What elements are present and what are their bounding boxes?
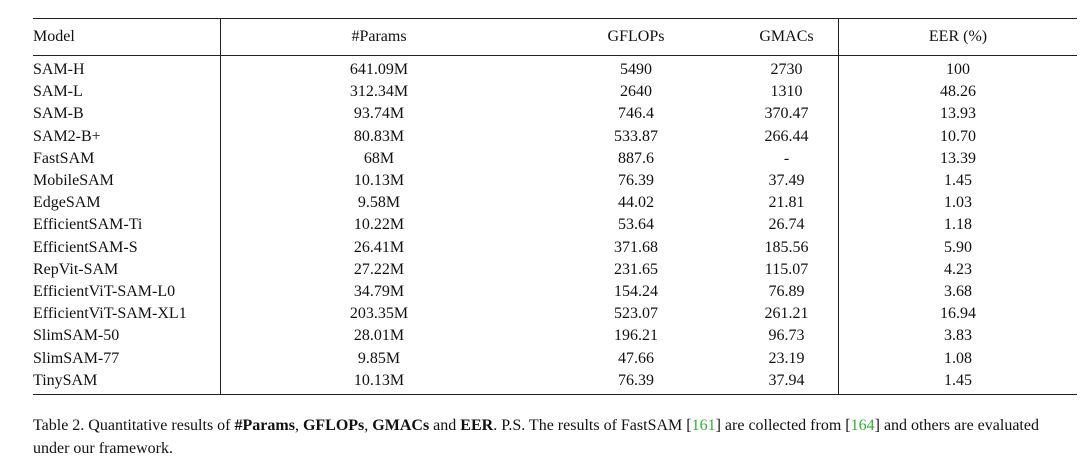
- cell-params: 10.22M: [353, 216, 405, 234]
- cell-gmacs: 76.89: [735, 281, 839, 303]
- cell-eer: 1.08: [944, 349, 972, 367]
- table-body: [33, 56, 1077, 395]
- cell-model: MobileSAM: [33, 170, 221, 192]
- caption-suffix: ] and others are evaluated under our framework.: [33, 417, 1039, 457]
- cell-eer: 13.93: [940, 105, 976, 123]
- cell-params: 28.01M: [353, 327, 405, 345]
- header-model: Model: [33, 19, 221, 56]
- cell-params: 10.13M: [353, 371, 405, 389]
- table-row: [33, 214, 1077, 236]
- cell-params: 9.85M: [357, 349, 401, 367]
- cell-eer: 3.68: [944, 283, 972, 301]
- cell-gflops: 523.07: [614, 305, 658, 323]
- cell-model: SlimSAM-77: [33, 348, 221, 370]
- cell-gmacs: 21.81: [735, 192, 839, 214]
- table-row: [33, 281, 1077, 303]
- cell-eer: 100: [946, 61, 970, 78]
- caption-term-eer: EER: [460, 417, 494, 434]
- table-row: [33, 148, 1077, 170]
- cell-eer: 1.45: [944, 172, 972, 190]
- cell-gflops: 53.64: [618, 216, 654, 234]
- caption-sep: ,: [294, 417, 303, 434]
- cell-eer: 1.18: [944, 216, 972, 234]
- cell-eer: 1.45: [944, 371, 972, 389]
- cell-gmacs: 115.07: [735, 259, 839, 281]
- cell-gmacs: 266.44: [735, 126, 839, 148]
- cell-gflops: 47.66: [618, 349, 654, 367]
- cell-gflops: 2640: [620, 83, 652, 101]
- table-row: [33, 259, 1077, 281]
- cell-eer: 4.23: [944, 260, 972, 278]
- header-gflops: GFLOPs: [607, 28, 665, 45]
- cell-gflops: 746.4: [618, 105, 654, 123]
- cell-gflops: 44.02: [618, 194, 654, 212]
- cell-model: SAM2-B+: [33, 126, 221, 148]
- citation-link-164[interactable]: 164: [850, 417, 875, 434]
- header-params: #Params: [351, 28, 407, 45]
- table-row: [33, 370, 1077, 395]
- cell-gmacs: -: [735, 148, 839, 170]
- cell-model: FastSAM: [33, 148, 221, 170]
- cell-gmacs: 37.94: [735, 370, 839, 395]
- cell-params: 26.41M: [353, 238, 405, 256]
- cell-gflops: 887.6: [618, 149, 654, 167]
- cell-gflops: 76.39: [618, 172, 654, 190]
- cell-gflops: 231.65: [614, 260, 658, 278]
- cell-gflops: 76.39: [618, 371, 654, 389]
- results-table: [33, 18, 1077, 395]
- table-row: [33, 103, 1077, 125]
- caption-sep: ,: [364, 417, 373, 434]
- caption-mid2: ] are collected from [: [715, 417, 851, 434]
- table-row: [33, 126, 1077, 148]
- cell-model: RepVit-SAM: [33, 259, 221, 281]
- cell-model: EdgeSAM: [33, 192, 221, 214]
- cell-gmacs: 26.74: [735, 214, 839, 236]
- caption-prefix: Table 2. Quantitative results of: [33, 417, 235, 434]
- header-eer: EER (%): [928, 28, 988, 45]
- cell-model: EfficientViT-SAM-XL1: [33, 303, 221, 325]
- cell-model: EfficientViT-SAM-L0: [33, 281, 221, 303]
- cell-gmacs: 370.47: [735, 103, 839, 125]
- cell-eer: 13.39: [940, 149, 976, 167]
- cell-gflops: 533.87: [614, 127, 658, 145]
- cell-gflops: 371.68: [614, 238, 658, 256]
- cell-params: 9.58M: [357, 194, 401, 212]
- cell-params: 34.79M: [353, 283, 405, 301]
- cell-gmacs: 2730: [735, 56, 839, 82]
- cell-eer: 3.83: [944, 327, 972, 345]
- caption-mid: . P.S. The results of FastSAM [: [493, 417, 692, 434]
- cell-params: 93.74M: [353, 105, 405, 123]
- cell-gmacs: 261.21: [735, 303, 839, 325]
- cell-model: TinySAM: [33, 370, 221, 395]
- cell-eer: 48.26: [940, 83, 976, 101]
- cell-params: 203.35M: [349, 305, 409, 323]
- cell-eer: 1.03: [944, 194, 972, 212]
- table-row: [33, 192, 1077, 214]
- cell-gmacs: 23.19: [735, 348, 839, 370]
- cell-gflops: 196.21: [614, 327, 658, 345]
- cell-gmacs: 185.56: [735, 237, 839, 259]
- cell-params: 10.13M: [353, 172, 405, 190]
- caption-term-gflops: GFLOPs: [302, 417, 365, 434]
- caption-sep: and: [429, 417, 461, 434]
- table-row: [33, 237, 1077, 259]
- cell-model: EfficientSAM-S: [33, 237, 221, 259]
- cell-gflops: 154.24: [614, 283, 658, 301]
- cell-params: 312.34M: [349, 83, 409, 101]
- table-caption: [33, 414, 1043, 460]
- table-row: [33, 348, 1077, 370]
- caption-term-gmacs: GMACs: [372, 417, 430, 434]
- table-row: [33, 170, 1077, 192]
- cell-eer: 16.94: [940, 305, 976, 323]
- cell-model: SAM-H: [33, 56, 221, 82]
- cell-params: 641.09M: [349, 61, 409, 78]
- cell-model: SAM-L: [33, 81, 221, 103]
- cell-params: 27.22M: [353, 260, 405, 278]
- cell-params: 80.83M: [353, 127, 405, 145]
- table-row: [33, 56, 1077, 82]
- cell-model: SlimSAM-50: [33, 325, 221, 347]
- cell-model: EfficientSAM-Ti: [33, 214, 221, 236]
- table-row: [33, 303, 1077, 325]
- cell-eer: 10.70: [940, 127, 976, 145]
- table-row: [33, 325, 1077, 347]
- cell-gmacs: 37.49: [735, 170, 839, 192]
- cell-eer: 5.90: [944, 238, 972, 256]
- cell-gflops: 5490: [620, 61, 652, 78]
- citation-link-161[interactable]: 161: [691, 417, 716, 434]
- header-gmacs: GMACs: [735, 19, 839, 56]
- table-row: [33, 81, 1077, 103]
- cell-params: 68M: [363, 149, 395, 167]
- cell-model: SAM-B: [33, 103, 221, 125]
- table-header-row: [33, 19, 1077, 56]
- cell-gmacs: 1310: [735, 81, 839, 103]
- caption-term-params: #Params: [234, 417, 295, 434]
- cell-gmacs: 96.73: [735, 325, 839, 347]
